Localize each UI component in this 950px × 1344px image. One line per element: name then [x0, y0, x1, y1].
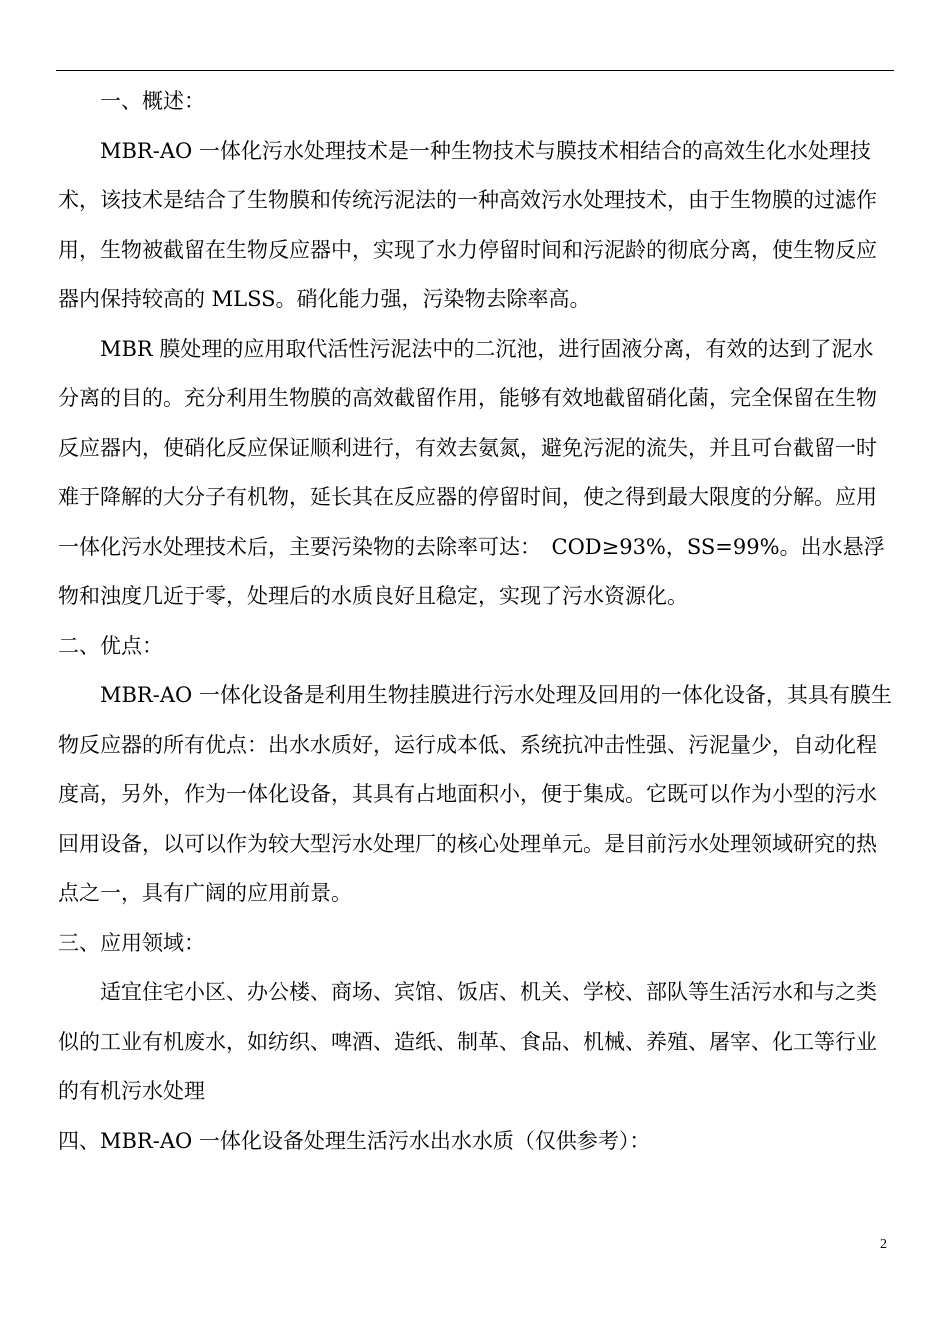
paragraph-applications: 适宜住宅小区、办公楼、商场、宾馆、饭店、机关、学校、部队等生活污水和与之类似的工业有机废水，如纺织、啤酒、造纸、制革、食品、机械、养殖、屠宰、化工等行业的有机污水处理	[58, 980, 877, 1103]
section-heading-overview: 一、概述：	[100, 89, 205, 113]
document-body	[58, 77, 892, 1166]
section-heading-advantages: 二、优点：	[58, 633, 163, 658]
header-rule	[56, 70, 894, 71]
paragraph-advantages: MBR-AO 一体化设备是利用生物挂膜进行污水处理及回用的一体化设备，其具有膜生物反应器的所有优点：出水水质好，运行成本低、系统抗冲击性强、污泥量少，自动化程度高，另外，作为一体化设备，其具有占地面积小，便于集成。它既可以作为小型的污水回用设备，以可以作为较大型污水处理厂的核心处理单元。是目前污水处理领域研究的热点之一，具有广阔的应用前景。	[58, 683, 892, 905]
page-number: 2	[880, 1237, 887, 1252]
section-heading-water-quality: 四、MBR-AO 一体化设备处理生活污水出水水质（仅供参考）：	[58, 1128, 651, 1153]
section-heading-applications: 三、应用领域：	[58, 930, 205, 955]
paragraph-overview-1: MBR-AO 一体化污水处理技术是一种生物技术与膜技术相结合的高效生化水处理技术，该技术是结合了生物膜和传统污泥法的一种高效污水处理技术，由于生物膜的过滤作用，生物被截留在生物反应器中，实现了水力停留时间和污泥龄的彻底分离，使生物反应器内保持较高的 MLSS。硝化能力强，污染物去除率高。	[58, 138, 877, 311]
paragraph-overview-2: MBR 膜处理的应用取代活性污泥法中的二沉池，进行固液分离，有效的达到了泥水分离的目的。充分利用生物膜的高效截留作用，能够有效地截留硝化菌，完全保留在生物反应器内，使硝化反应保证顺利进行，有效去氨氮，避免污泥的流失，并且可台截留一时难于降解的大分子有机物，延长其在反应器的停留时间，使之得到最大限度的分解。应用一体化污水处理技术后，主要污染物的去除率可达： COD≥93%，SS=99%。出水悬浮物和浊度几近于零，处理后的水质良好且稳定，实现了污水资源化。	[58, 336, 885, 608]
